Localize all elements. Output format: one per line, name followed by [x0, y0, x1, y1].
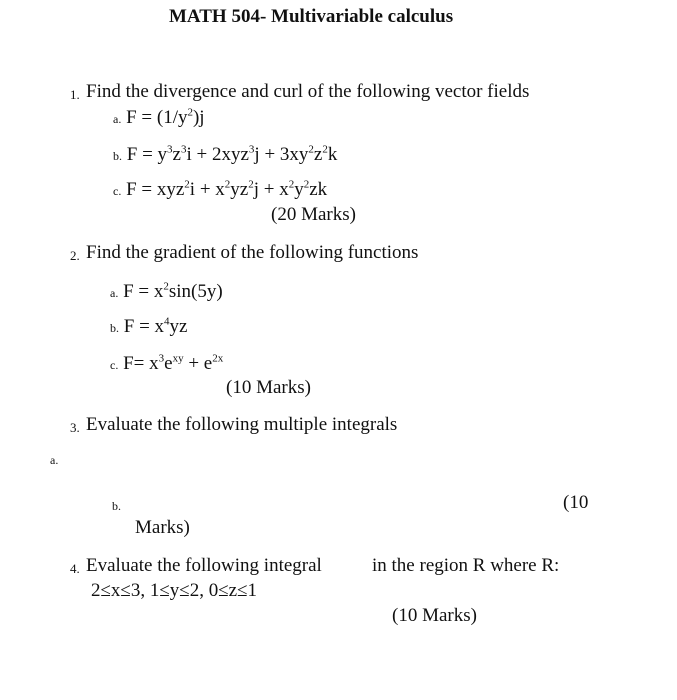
question-1-marks: (20 Marks): [271, 204, 356, 225]
question-1-part-c: c. $F = xyz^2i + x^2yz^2j + x^2y^2zk$: [113, 178, 328, 200]
question-1-part-a: a. $F = (1/y^2)j$: [113, 106, 205, 128]
question-3-marks-close: Marks): [135, 517, 190, 538]
question-4-number: 4.: [70, 561, 80, 576]
question-2-part-c: c. $F= x^3e^{xy} + e^{2x}$: [110, 352, 224, 374]
question-1-text: Find the divergence and curl of the following vector fields: [86, 81, 530, 102]
question-2-number: 2.: [70, 248, 80, 263]
question-2-text: Find the gradient of the following functions: [86, 242, 419, 263]
question-1-number: 1.: [70, 87, 80, 102]
part-label: a.: [110, 286, 119, 300]
part-label: c.: [113, 184, 122, 198]
question-3-marks-open: (10: [563, 492, 589, 513]
question-4-marks: (10 Marks): [392, 605, 477, 626]
question-3-text: Evaluate the following multiple integrals: [86, 414, 398, 435]
question-2-marks: (10 Marks): [226, 377, 311, 398]
part-label: c.: [110, 358, 119, 372]
question-3-part-a-label: a.: [50, 453, 59, 467]
question-4-text: Evaluate the following integral: [86, 555, 322, 576]
question-1-part-b: b. $F = y^3z^3i + 2xyz^3j + 3xy^2z^2k$: [113, 143, 338, 165]
question-2-part-b: b. $F = x^4yz$: [110, 315, 188, 337]
question-4-bounds: 2≤x≤3, 1≤y≤2, 0≤z≤1: [91, 580, 257, 601]
page-title: MATH 504- Multivariable calculus: [169, 6, 454, 27]
part-label: a.: [113, 112, 122, 126]
question-4-region: in the region R where R:: [372, 555, 560, 576]
question-3-number: 3.: [70, 420, 80, 435]
question-2-part-a: a. $F = x^2\sin(5y)$: [110, 280, 223, 302]
part-label: b.: [113, 149, 122, 163]
part-label: b.: [110, 321, 119, 335]
question-3-part-b-label: b.: [112, 499, 121, 513]
